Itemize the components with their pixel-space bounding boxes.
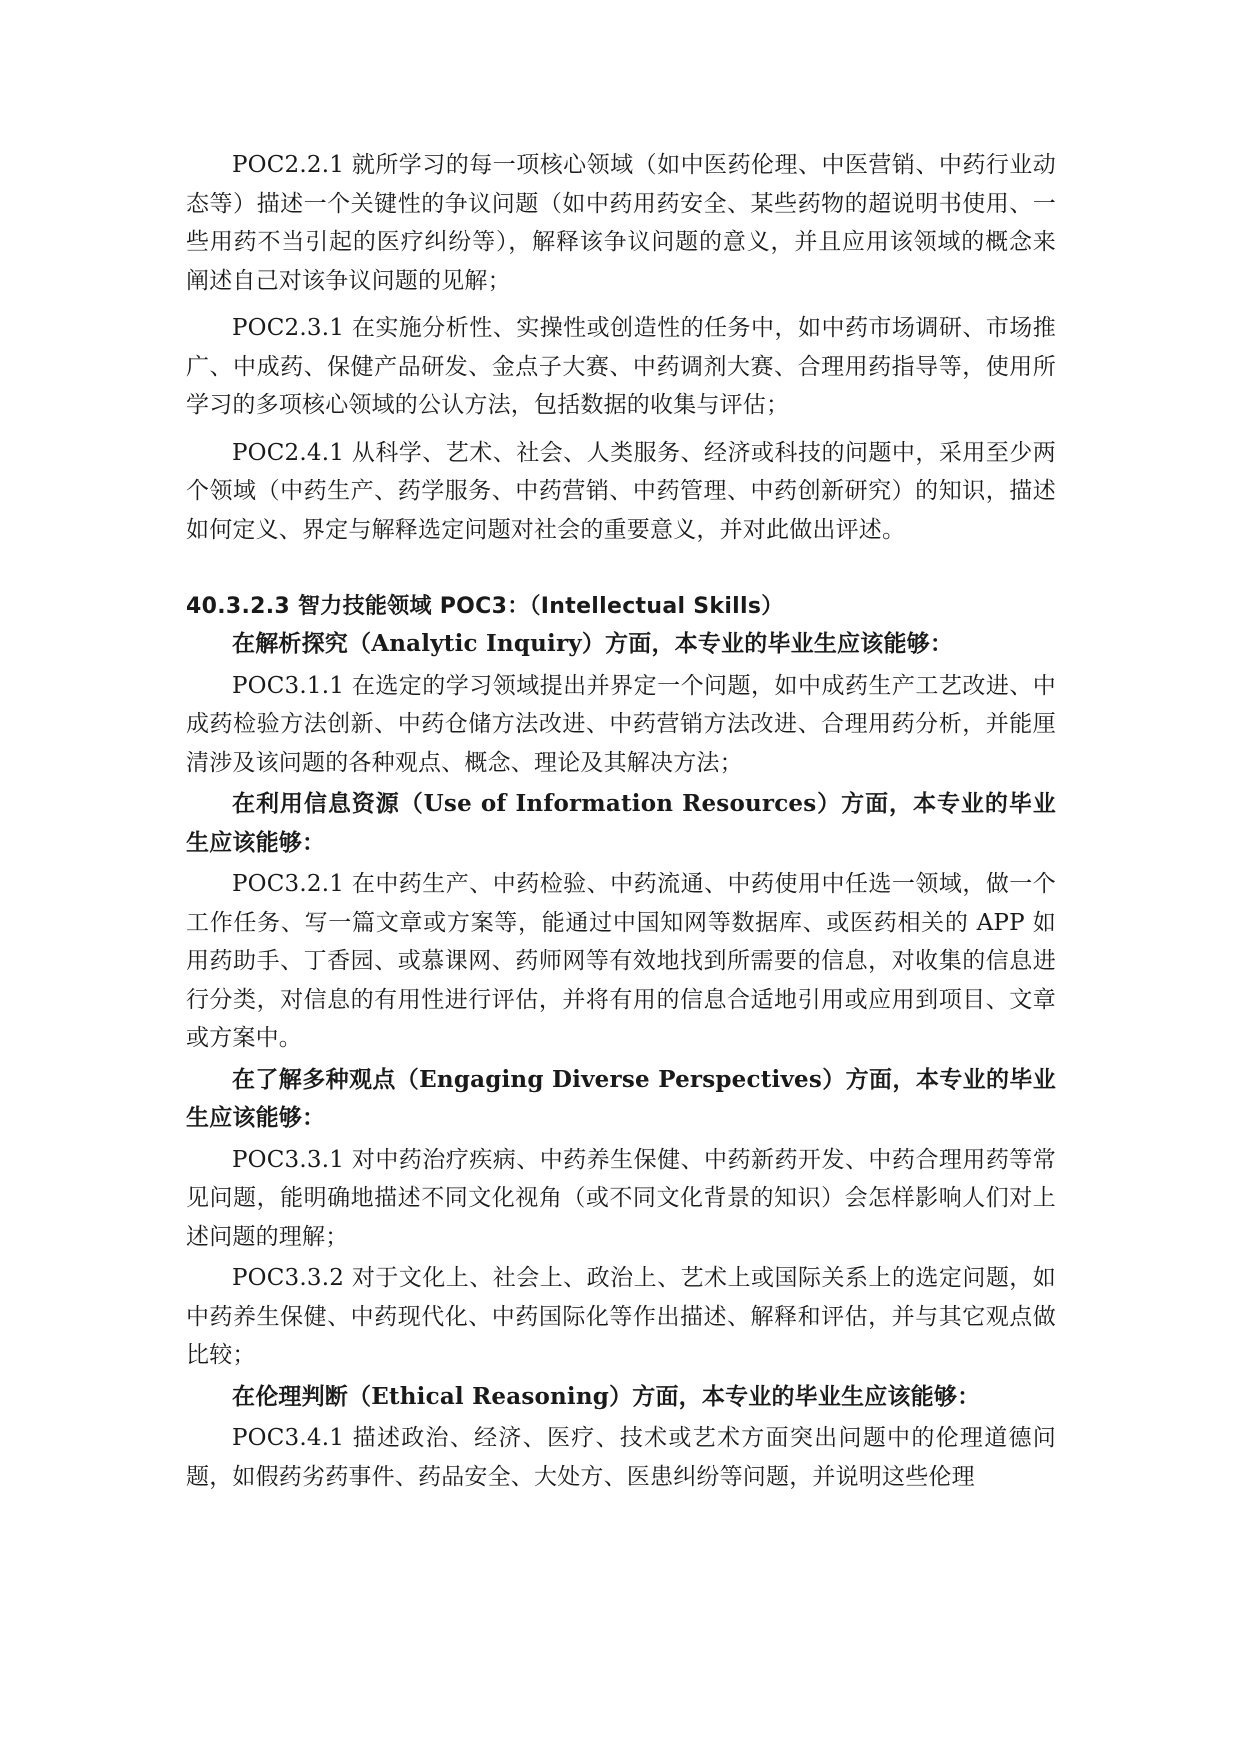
- subheading-information-resources: 在利用信息资源（Use of Information Resources）方面，本专业的毕业生应该能够：: [186, 790, 1056, 856]
- paragraph-poc2-4-1: POC2.4.1 从科学、艺术、社会、人类服务、经济或科技的问题中，采用至少两个领域（中药生产、药学服务、中药营销、中药管理、中药创新研究）的知识，描述如何定义、界定与解释选定问题对社会的重要意义，并对此做出评述。: [186, 439, 1056, 543]
- paragraph-poc3-3-2: POC3.3.2 对于文化上、社会上、政治上、艺术上或国际关系上的选定问题，如中药养生保健、中药现代化、中药国际化等作出描述、解释和评估，并与其它观点做比较；: [186, 1265, 1056, 1368]
- paragraph-poc3-1-1: POC3.1.1 在选定的学习领域提出并界定一个问题，如中成药生产工艺改进、中成药检验方法创新、中药仓储方法改进、中药营销方法改进、合理用药分析，并能厘清涉及该问题的各种观点、概念、理论及其解决方法；: [186, 672, 1056, 776]
- paragraph-poc2-3-1: POC2.3.1 在实施分析性、实操性或创造性的任务中，如中药市场调研、市场推广、中成药、保健产品研发、金点子大赛、中药调剂大赛、合理用药指导等，使用所学习的多项核心领域的公认方法，包括数据的收集与评估；: [186, 315, 1056, 418]
- document-page: [186, 146, 1056, 1496]
- paragraph-poc2-2-1: POC2.2.1 就所学习的每一项核心领域（如中医药伦理、中医营销、中药行业动态等）描述一个关键性的争议问题（如中药用药安全、某些药物的超说明书使用、一些用药不当引起的医疗纠纷等），解释该争议问题的意义，并且应用该领域的概念来阐述自己对该争议问题的见解；: [186, 152, 1056, 294]
- subheading-diverse-perspectives: 在了解多种观点（Engaging Diverse Perspectives）方面，本专业的毕业生应该能够：: [186, 1065, 1056, 1131]
- section-heading-intellectual-skills: 40.3.2.3 智力技能领域 POC3：（Intellectual Skills）: [186, 594, 784, 619]
- paragraph-poc3-2-1: POC3.2.1 在中药生产、中药检验、中药流通、中药使用中任选一领域，做一个工作任务、写一篇文章或方案等，能通过中国知网等数据库、或医药相关的 APP 如用药助手、丁香园、或慕课网、药师网等有效地找到所需要的信息，对收集的信息进行分类，对信息的有用性进行评估，并将有用的信息合适地引用或应用到项目、文章或方案中。: [186, 871, 1056, 1051]
- paragraph-poc3-4-1: POC3.4.1 描述政治、经济、医疗、技术或艺术方面突出问题中的伦理道德问题，如假药劣药事件、药品安全、大处方、医患纠纷等问题，并说明这些伦理: [186, 1425, 1056, 1490]
- subheading-ethical-reasoning: 在伦理判断（Ethical Reasoning）方面，本专业的毕业生应该能够：: [232, 1382, 981, 1410]
- paragraph-poc3-3-1: POC3.3.1 对中药治疗疾病、中药养生保健、中药新药开发、中药合理用药等常见问题，能明确地描述不同文化视角（或不同文化背景的知识）会怎样影响人们对上述问题的理解；: [186, 1146, 1056, 1250]
- subheading-analytic-inquiry: 在解析探究（Analytic Inquiry）方面，本专业的毕业生应该能够：: [232, 630, 954, 657]
